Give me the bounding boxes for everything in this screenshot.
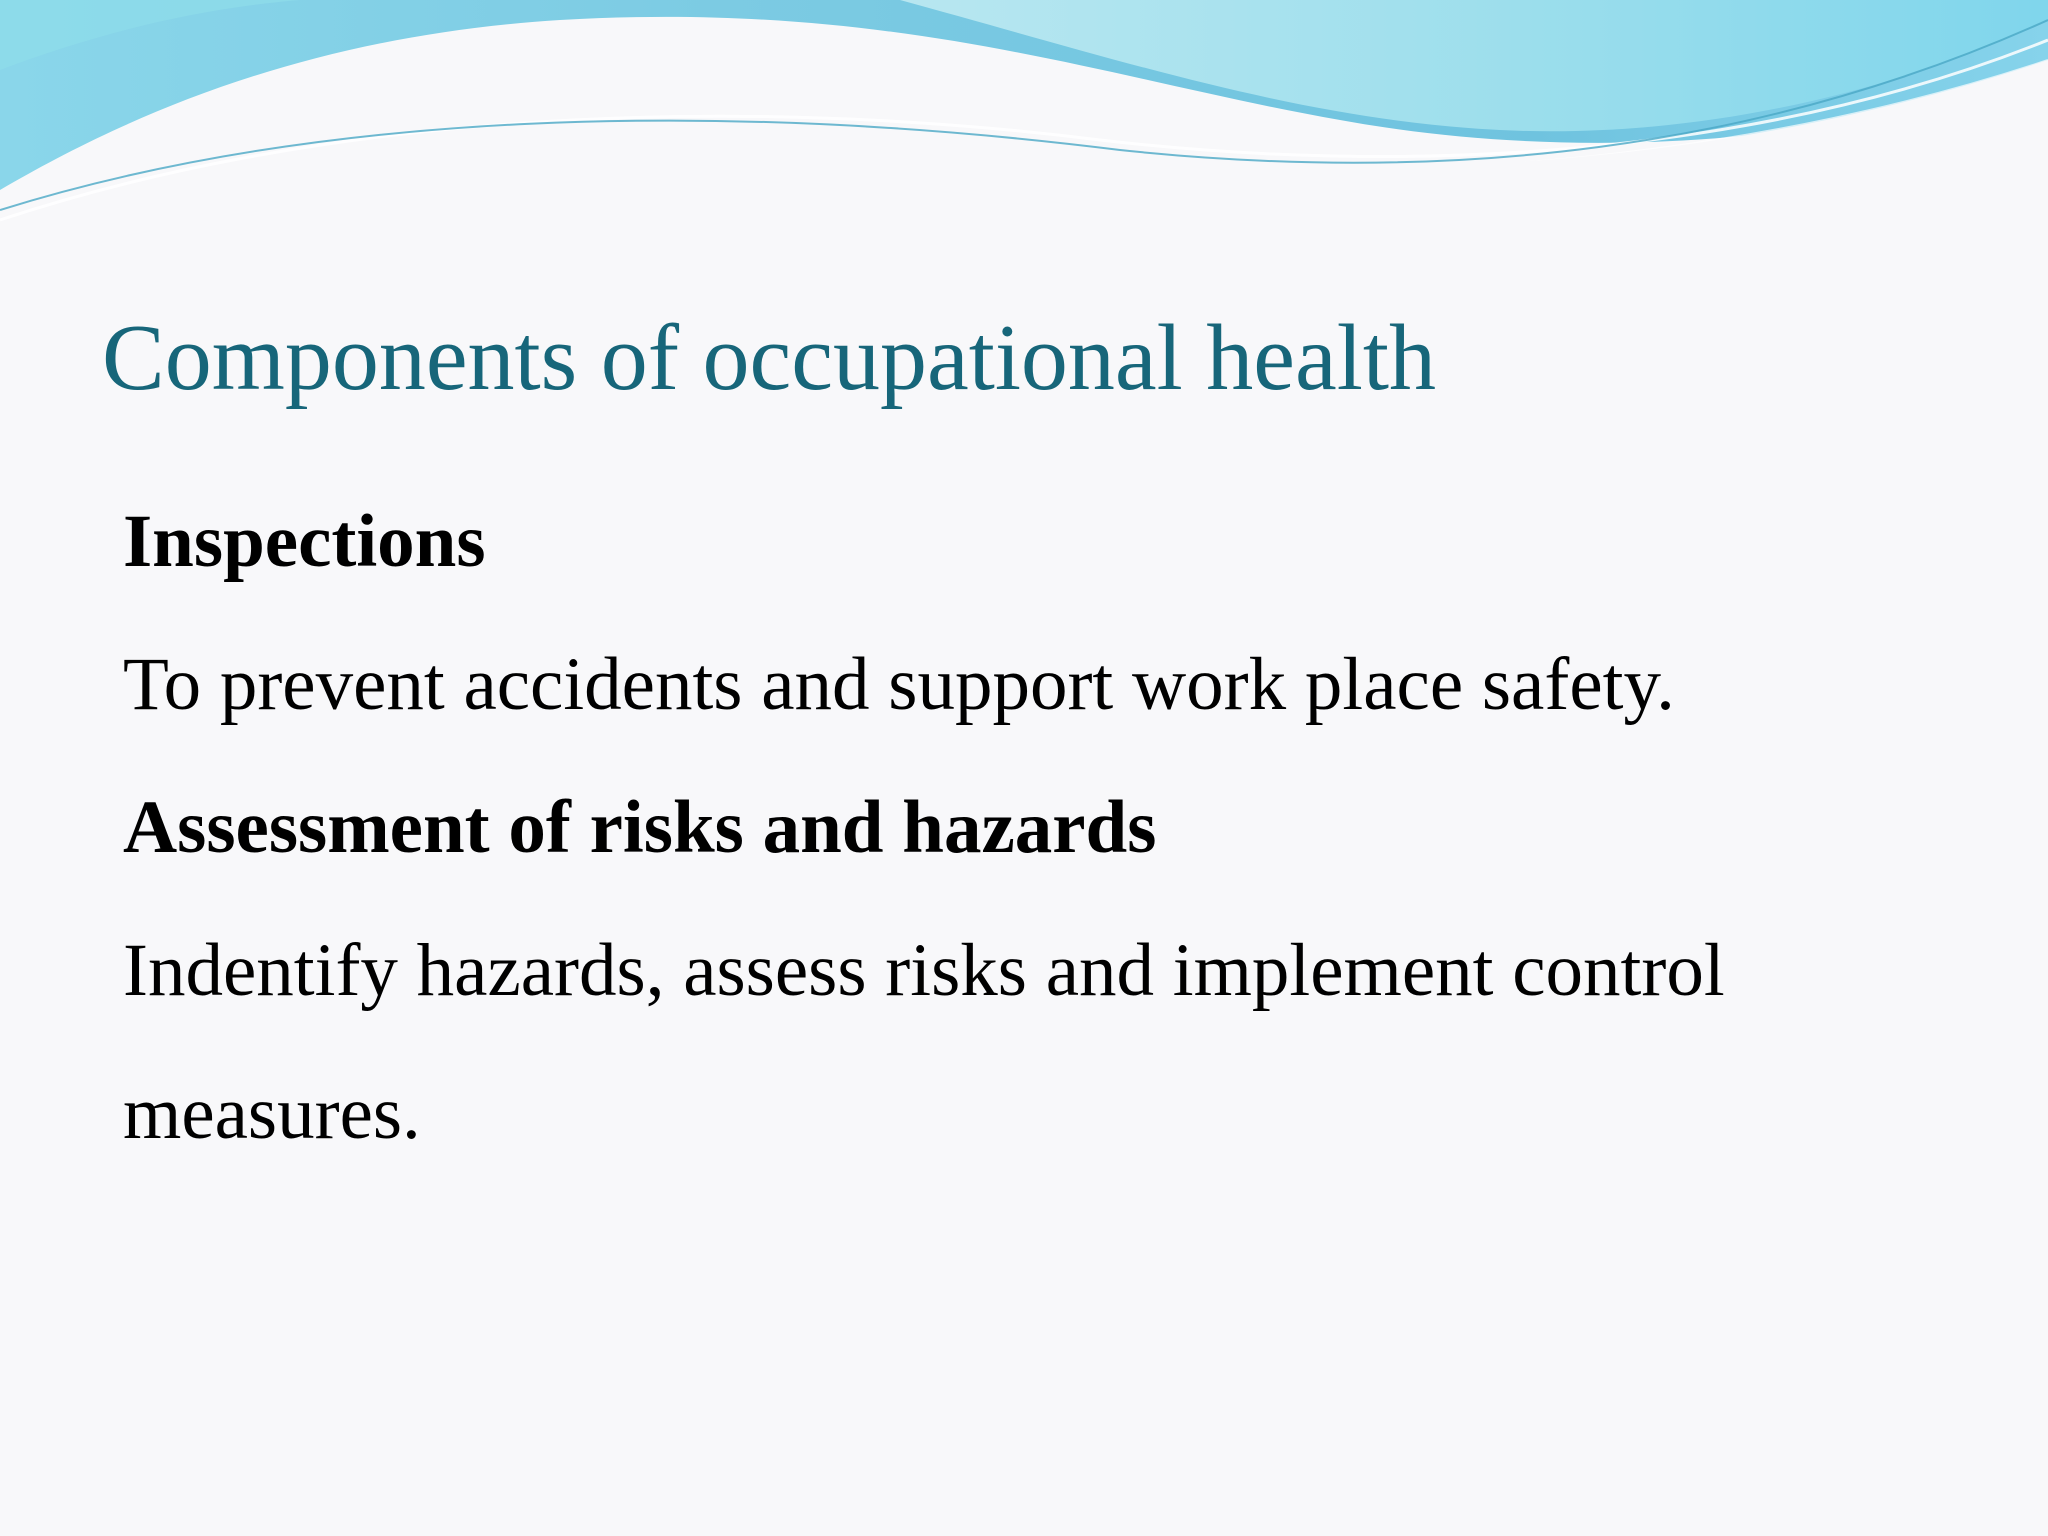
heading-risk-assessment: Assessment of risks and hazards xyxy=(123,786,1157,869)
text-risk-assessment-line-1: Indentify hazards, assess risks and implement control xyxy=(123,929,1725,1012)
slide-body xyxy=(123,470,1983,1185)
heading-inspections: Inspections xyxy=(123,500,486,583)
text-risk-assessment-line-2: measures. xyxy=(123,1072,421,1155)
slide-title: Components of occupational health xyxy=(102,306,1436,410)
text-inspections-purpose: To prevent accidents and support work place safety. xyxy=(123,643,1675,726)
decorative-wave-header xyxy=(0,0,2048,240)
